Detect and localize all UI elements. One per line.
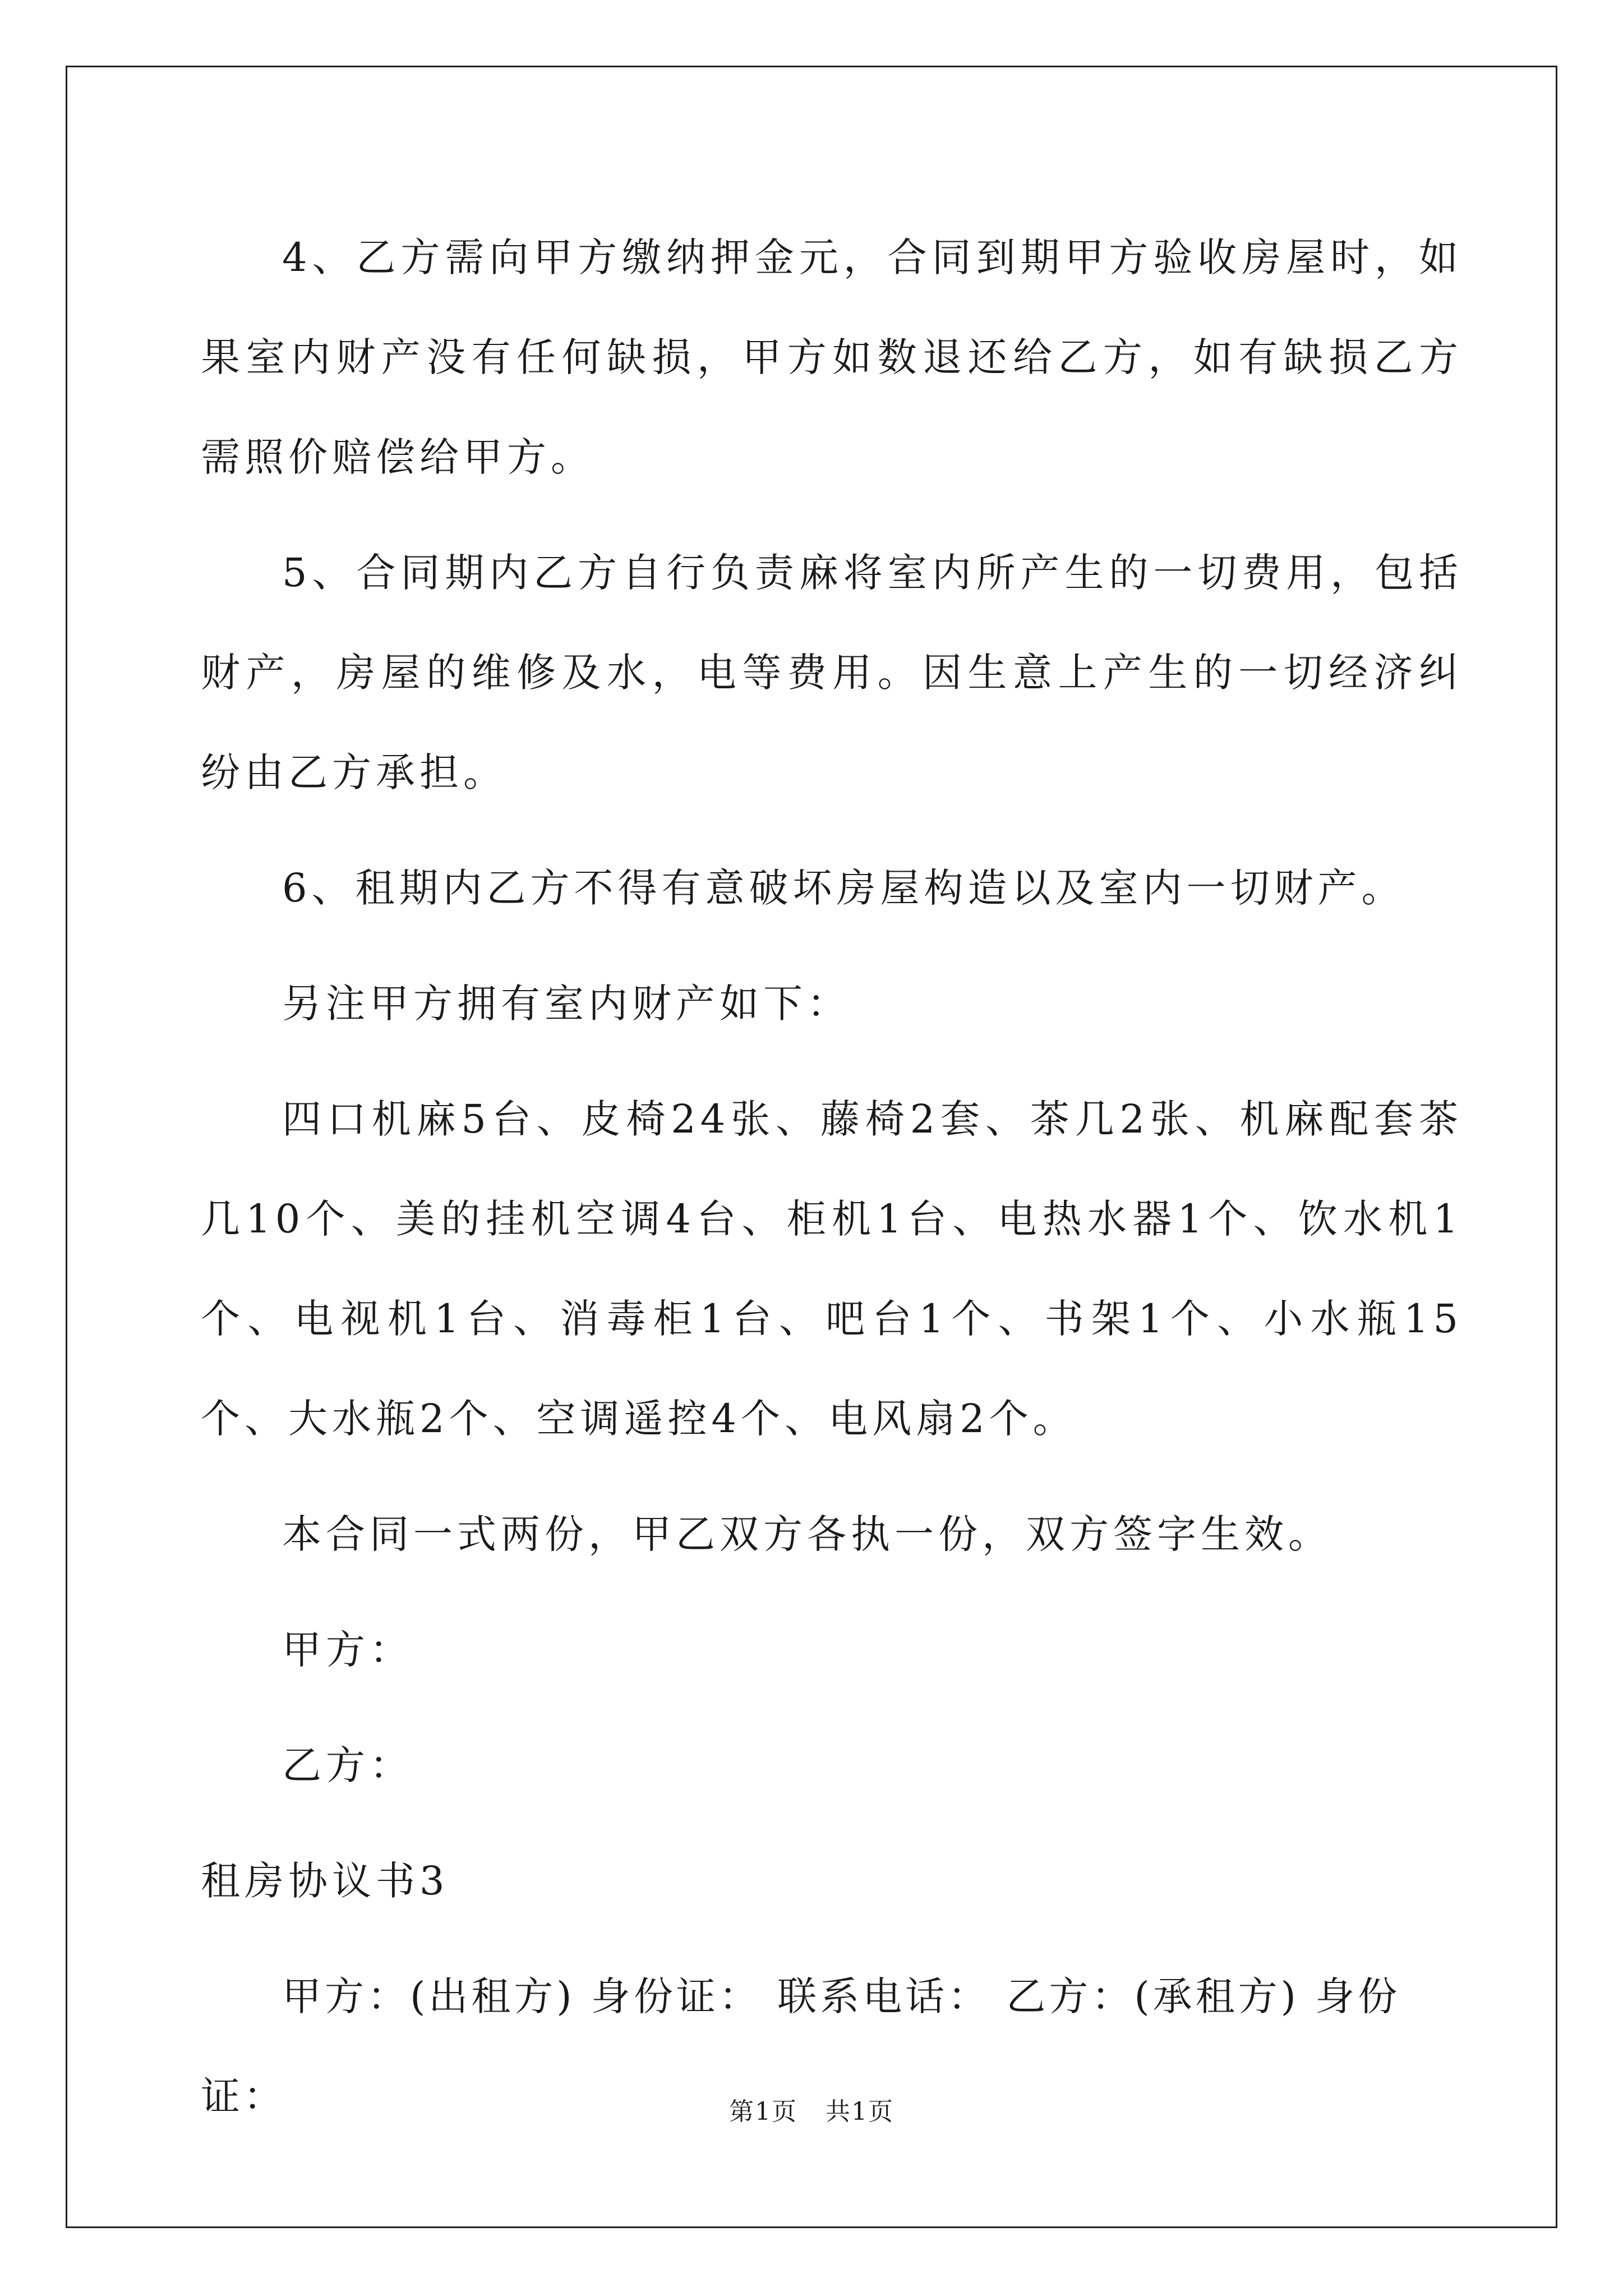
party-b-signature-line: 乙方： bbox=[282, 1742, 413, 1788]
inventory-paragraph: 四口机麻5台、皮椅24张、藤椅2套、茶几2张、机麻配套茶几10个、美的挂机空调4台、柜机1台、电热水器1个、饮水机1个、电视机1台、消毒柜1台、吧台1个、书架1个、小水瓶15个、大水瓶2个、空调遥控4个、电风扇2个。 bbox=[201, 1096, 1463, 1442]
copies-paragraph: 本合同一式两份，甲乙双方各执一份，双方签字生效。 bbox=[282, 1511, 1332, 1557]
note-intro-paragraph: 另注甲方拥有室内财产如下： bbox=[282, 981, 851, 1027]
page-total: 共1页 bbox=[826, 2097, 894, 2126]
clause-6-paragraph: 6、租期内乙方不得有意破坏房屋构造以及室内一切财产。 bbox=[282, 865, 1405, 911]
clause-5-paragraph: 5、合同期内乙方自行负责麻将室内所产生的一切费用，包括财产，房屋的维修及水，电等费用。因生意上产生的一切经济纠纷由乙方承担。 bbox=[201, 550, 1463, 795]
parties-line: 甲方：(出租方) 身份证： 联系电话： 乙方：(承租方) 身份证： bbox=[201, 1973, 1401, 2119]
page-footer bbox=[0, 2091, 1623, 2127]
page-number: 第1页 bbox=[729, 2097, 797, 2126]
section-title: 租房协议书3 bbox=[201, 1858, 449, 1904]
clause-4-paragraph: 4、乙方需向甲方缴纳押金元，合同到期甲方验收房屋时，如果室内财产没有任何缺损，甲方如数退还给乙方，如有缺损乙方需照价赔偿给甲方。 bbox=[201, 234, 1463, 480]
party-a-signature-line: 甲方： bbox=[282, 1627, 413, 1673]
document-body bbox=[201, 208, 1463, 2146]
